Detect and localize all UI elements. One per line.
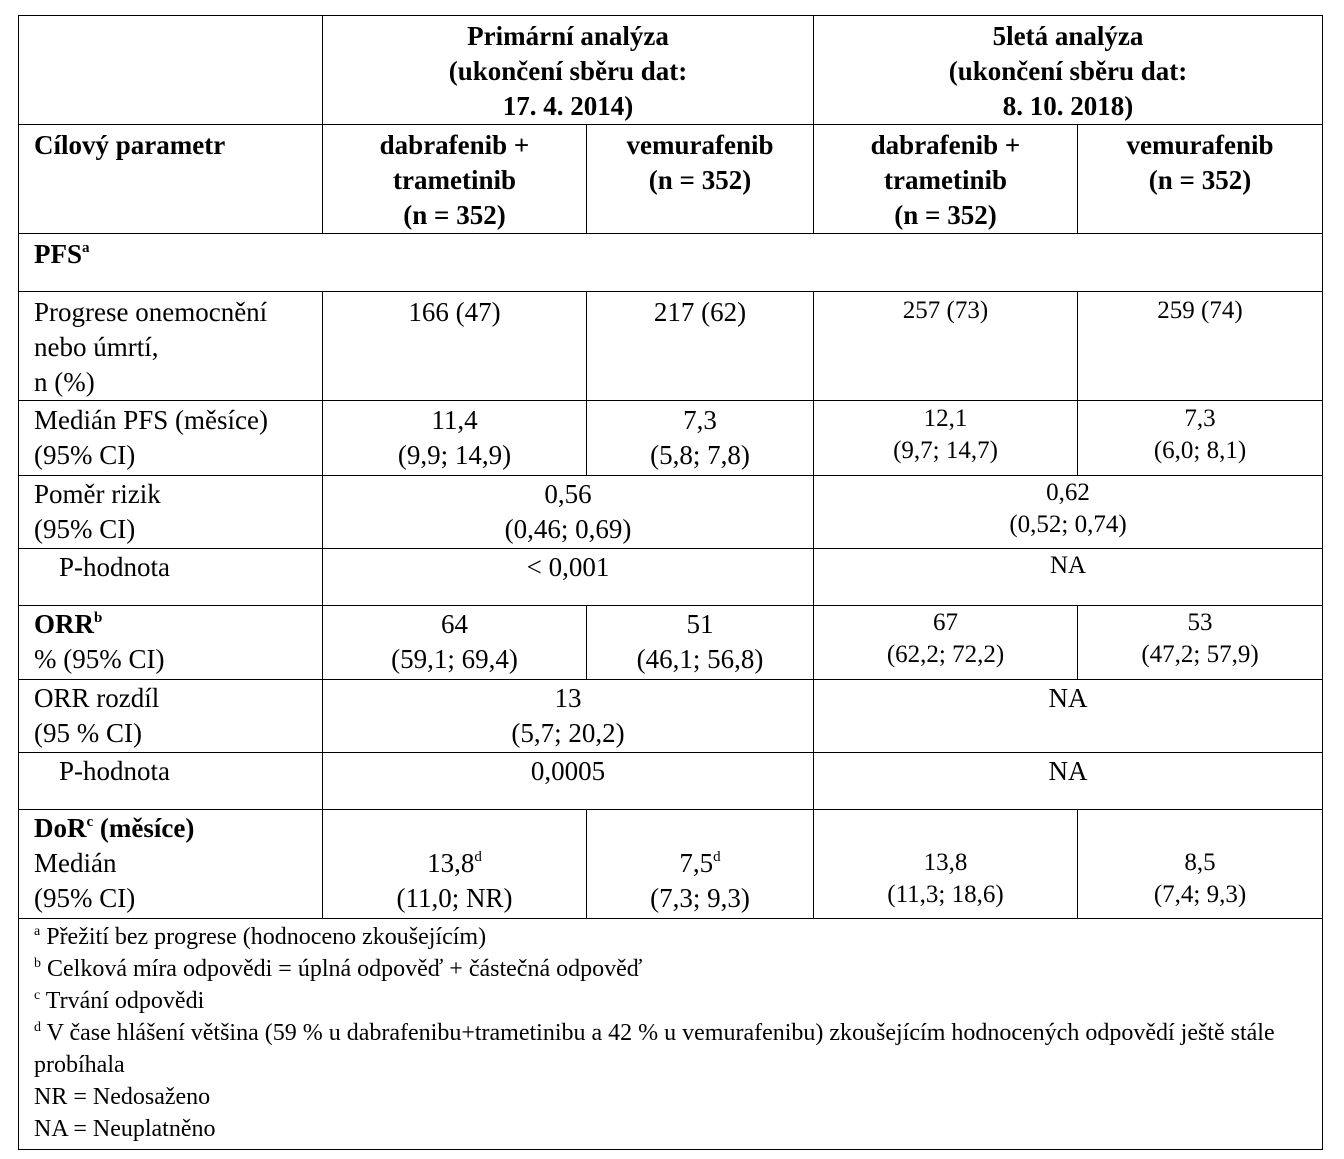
orr-diff-label-l1: ORR rozdíl <box>34 683 160 713</box>
footnote-c-text: Trvání odpovědi <box>40 988 205 1014</box>
orr-dabra-fiveyear <box>814 606 1078 680</box>
orr-vemu-fiveyear <box>1078 606 1323 680</box>
dor-label <box>19 810 323 919</box>
orr-vemu-fiveyear-value: 53 <box>1187 609 1213 636</box>
orr-diff-label-l2: (95 % CI) <box>34 718 142 748</box>
dor-title-rest: (měsíce) <box>93 813 195 843</box>
median-vemu-primary-value: 7,3 <box>683 405 717 435</box>
hr-primary-ci: (0,46; 0,69) <box>504 514 632 544</box>
orr-dabra-primary-value: 64 <box>441 609 468 639</box>
orr-vemu-primary-ci: (46,1; 56,8) <box>636 644 764 674</box>
hazard-ratio-row <box>19 476 1323 549</box>
header-empty-cell <box>19 16 323 125</box>
progression-vemu-fiveyear: 259 (74) <box>1078 292 1323 401</box>
median-vemu-primary-ci: (5,8; 7,8) <box>650 440 750 470</box>
dabra-line2: trametinib <box>393 165 516 195</box>
dor-sup: c <box>86 814 94 830</box>
dor-vemu-fiveyear-value: 8,5 <box>1184 849 1216 876</box>
orr-pvalue-fiveyear: NA <box>814 753 1323 810</box>
hazard-ratio-fiveyear <box>814 476 1323 549</box>
orr-row <box>19 606 1323 680</box>
header-primary-line2: (ukončení sběru dat: <box>448 56 688 86</box>
orr-diff-fiveyear: NA <box>814 680 1323 753</box>
pfs-pvalue-primary: < 0,001 <box>323 549 814 606</box>
median-label-l2: (95% CI) <box>34 440 136 470</box>
hr-primary-value: 0,56 <box>544 479 592 509</box>
header-primary-analysis <box>323 16 814 125</box>
progression-dabra-fiveyear: 257 (73) <box>814 292 1078 401</box>
hazard-ratio-label <box>19 476 323 549</box>
orr-dabra-primary <box>323 606 587 680</box>
footnotes <box>19 919 1323 1150</box>
orr-dabra-primary-ci: (59,1; 69,4) <box>391 644 518 674</box>
hr-fiveyear-ci: (0,52; 0,74) <box>1009 511 1127 538</box>
hr-fiveyear-value: 0,62 <box>1046 479 1090 506</box>
dor-vemu-primary-value: 7,5 <box>679 848 714 878</box>
pfs-pvalue-label: P-hodnota <box>19 549 323 606</box>
footnote-b-text: Celková míra odpovědi = úplná odpověď + částečná odpověď <box>41 956 643 982</box>
vemu-header-fiveyear <box>1078 125 1323 234</box>
dabra-header-fiveyear <box>814 125 1078 234</box>
progression-label-l1: Progrese onemocnění <box>34 297 268 327</box>
median-dabra-primary <box>323 401 587 476</box>
footnote-d-sup: d <box>34 1020 41 1035</box>
vemu5-line2: (n = 352) <box>1148 165 1252 195</box>
dabra5-line3: (n = 352) <box>894 200 997 230</box>
orr-diff-label <box>19 680 323 753</box>
footnote-d-text: V čase hlášení většina (59 % u dabrafenibu+trametinibu a 42 % u vemurafenibu) zkoušejícím hodnocených odpovědí ještě stále probíhala <box>34 1020 1275 1078</box>
median-vemu-fiveyear <box>1078 401 1323 476</box>
vemu-line1: vemurafenib <box>626 130 774 160</box>
footnote-na: NA = Neuplatněno <box>34 1116 216 1142</box>
hr-label-l1: Poměr rizik <box>34 479 161 509</box>
progression-label-l3: n (%) <box>34 367 95 397</box>
orr-vemu-primary <box>587 606 814 680</box>
orr-label <box>19 606 323 680</box>
progression-label-l2: nebo úmrtí, <box>34 332 159 362</box>
pfs-sup: a <box>82 240 90 256</box>
dor-label-l3: (95% CI) <box>34 883 136 913</box>
param-header: Cílový parametr <box>19 125 323 234</box>
dor-dabra-primary-value-line <box>323 846 586 881</box>
dabra5-line1: dabrafenib + <box>870 130 1021 160</box>
dor-vemu-primary-ci: (7,3; 9,3) <box>650 883 750 913</box>
orr-pvalue-row <box>19 753 1323 810</box>
hazard-ratio-primary <box>323 476 814 549</box>
dor-vemu-fiveyear <box>1078 810 1323 919</box>
pfs-pvalue-fiveyear: NA <box>814 549 1323 606</box>
orr-sup: b <box>94 610 103 626</box>
pfs-median-row <box>19 401 1323 476</box>
median-vemu-fiveyear-ci: (6,0; 8,1) <box>1153 437 1247 464</box>
results-table <box>18 15 1323 1150</box>
header-fiveyear-analysis <box>814 16 1323 125</box>
header-fiveyear-line1: 5letá analýza <box>992 21 1144 51</box>
pfs-pvalue-row <box>19 549 1323 606</box>
median-vemu-primary <box>587 401 814 476</box>
orr-diff-primary-value: 13 <box>554 683 582 713</box>
header-primary-line1: Primární analýza <box>467 21 669 51</box>
vemu5-line1: vemurafenib <box>1126 130 1274 160</box>
dabra-line3: (n = 352) <box>403 200 506 230</box>
dor-vemu-primary-sup: d <box>713 849 721 865</box>
pfs-progression-row <box>19 292 1323 401</box>
header-fiveyear-line2: (ukončení sběru dat: <box>948 56 1188 86</box>
orr-label-l2: % (95% CI) <box>34 644 165 674</box>
dor-dabra-primary-ci: (11,0; NR) <box>396 883 513 913</box>
dabra-header-primary <box>323 125 587 234</box>
vemu-line2: (n = 352) <box>648 165 752 195</box>
dor-label-l2: Medián <box>34 848 117 878</box>
subheader-row <box>19 125 1323 234</box>
vemu-header-primary <box>587 125 814 234</box>
dor-title-text: DoR <box>34 813 87 843</box>
dor-vemu-fiveyear-ci: (7,4; 9,3) <box>1153 881 1247 908</box>
pfs-section-title <box>19 234 1323 292</box>
hr-label-l2: (95% CI) <box>34 514 136 544</box>
orr-dabra-fiveyear-ci: (62,2; 72,2) <box>886 641 1005 668</box>
footnote-d <box>34 1017 1322 1081</box>
orr-dabra-fiveyear-value: 67 <box>933 609 958 636</box>
orr-title-text: ORR <box>34 609 94 639</box>
orr-diff-primary <box>323 680 814 753</box>
dor-vemu-primary <box>587 810 814 919</box>
pfs-title-text: PFS <box>34 239 83 269</box>
orr-pvalue-label: P-hodnota <box>19 753 323 810</box>
orr-vemu-primary-value: 51 <box>686 609 714 639</box>
header-primary-line3: 17. 4. 2014) <box>502 91 634 121</box>
dor-dabra-primary-value: 13,8 <box>427 848 475 878</box>
footnote-a <box>34 921 1322 953</box>
dor-title <box>34 811 322 846</box>
dor-dabra-fiveyear <box>814 810 1078 919</box>
footnote-a-text: Přežití bez progrese (hodnoceno zkoušejícím) <box>40 924 487 950</box>
progression-label <box>19 292 323 401</box>
median-dabra-primary-value: 11,4 <box>431 405 478 435</box>
pfs-section-row <box>19 234 1323 292</box>
footnote-c <box>34 985 1322 1017</box>
median-dabra-fiveyear <box>814 401 1078 476</box>
footnote-nr: NR = Nedosaženo <box>34 1084 211 1110</box>
progression-dabra-primary: 166 (47) <box>323 292 587 401</box>
median-dabra-fiveyear-ci: (9,7; 14,7) <box>893 437 998 464</box>
dabra5-line2: trametinib <box>884 165 1007 195</box>
orr-title <box>34 607 322 642</box>
median-dabra-primary-ci: (9,9; 14,9) <box>397 440 512 470</box>
orr-vemu-fiveyear-ci: (47,2; 57,9) <box>1141 641 1259 668</box>
footnote-a-sup: a <box>34 924 41 939</box>
orr-pvalue-primary: 0,0005 <box>323 753 814 810</box>
dor-row <box>19 810 1323 919</box>
dor-dabra-primary-sup: d <box>474 849 482 865</box>
header-row <box>19 16 1323 125</box>
median-label-l1: Medián PFS (měsíce) <box>34 405 268 435</box>
progression-vemu-primary: 217 (62) <box>587 292 814 401</box>
dor-dabra-fiveyear-ci: (11,3; 18,6) <box>887 881 1004 908</box>
dor-dabra-primary <box>323 810 587 919</box>
median-dabra-fiveyear-value: 12,1 <box>923 405 968 432</box>
footnotes-row <box>19 919 1323 1150</box>
median-vemu-fiveyear-value: 7,3 <box>1184 405 1216 432</box>
dor-dabra-fiveyear-value: 13,8 <box>923 849 968 876</box>
orr-diff-row <box>19 680 1323 753</box>
orr-diff-primary-ci: (5,7; 20,2) <box>511 718 625 748</box>
footnote-c-sup: c <box>34 988 41 1003</box>
header-fiveyear-line3: 8. 10. 2018) <box>1002 91 1134 121</box>
footnote-b <box>34 953 1322 985</box>
median-pfs-label <box>19 401 323 476</box>
dabra-line1: dabrafenib + <box>379 130 530 160</box>
footnote-b-sup: b <box>34 956 41 971</box>
dor-vemu-primary-value-line <box>587 846 813 881</box>
